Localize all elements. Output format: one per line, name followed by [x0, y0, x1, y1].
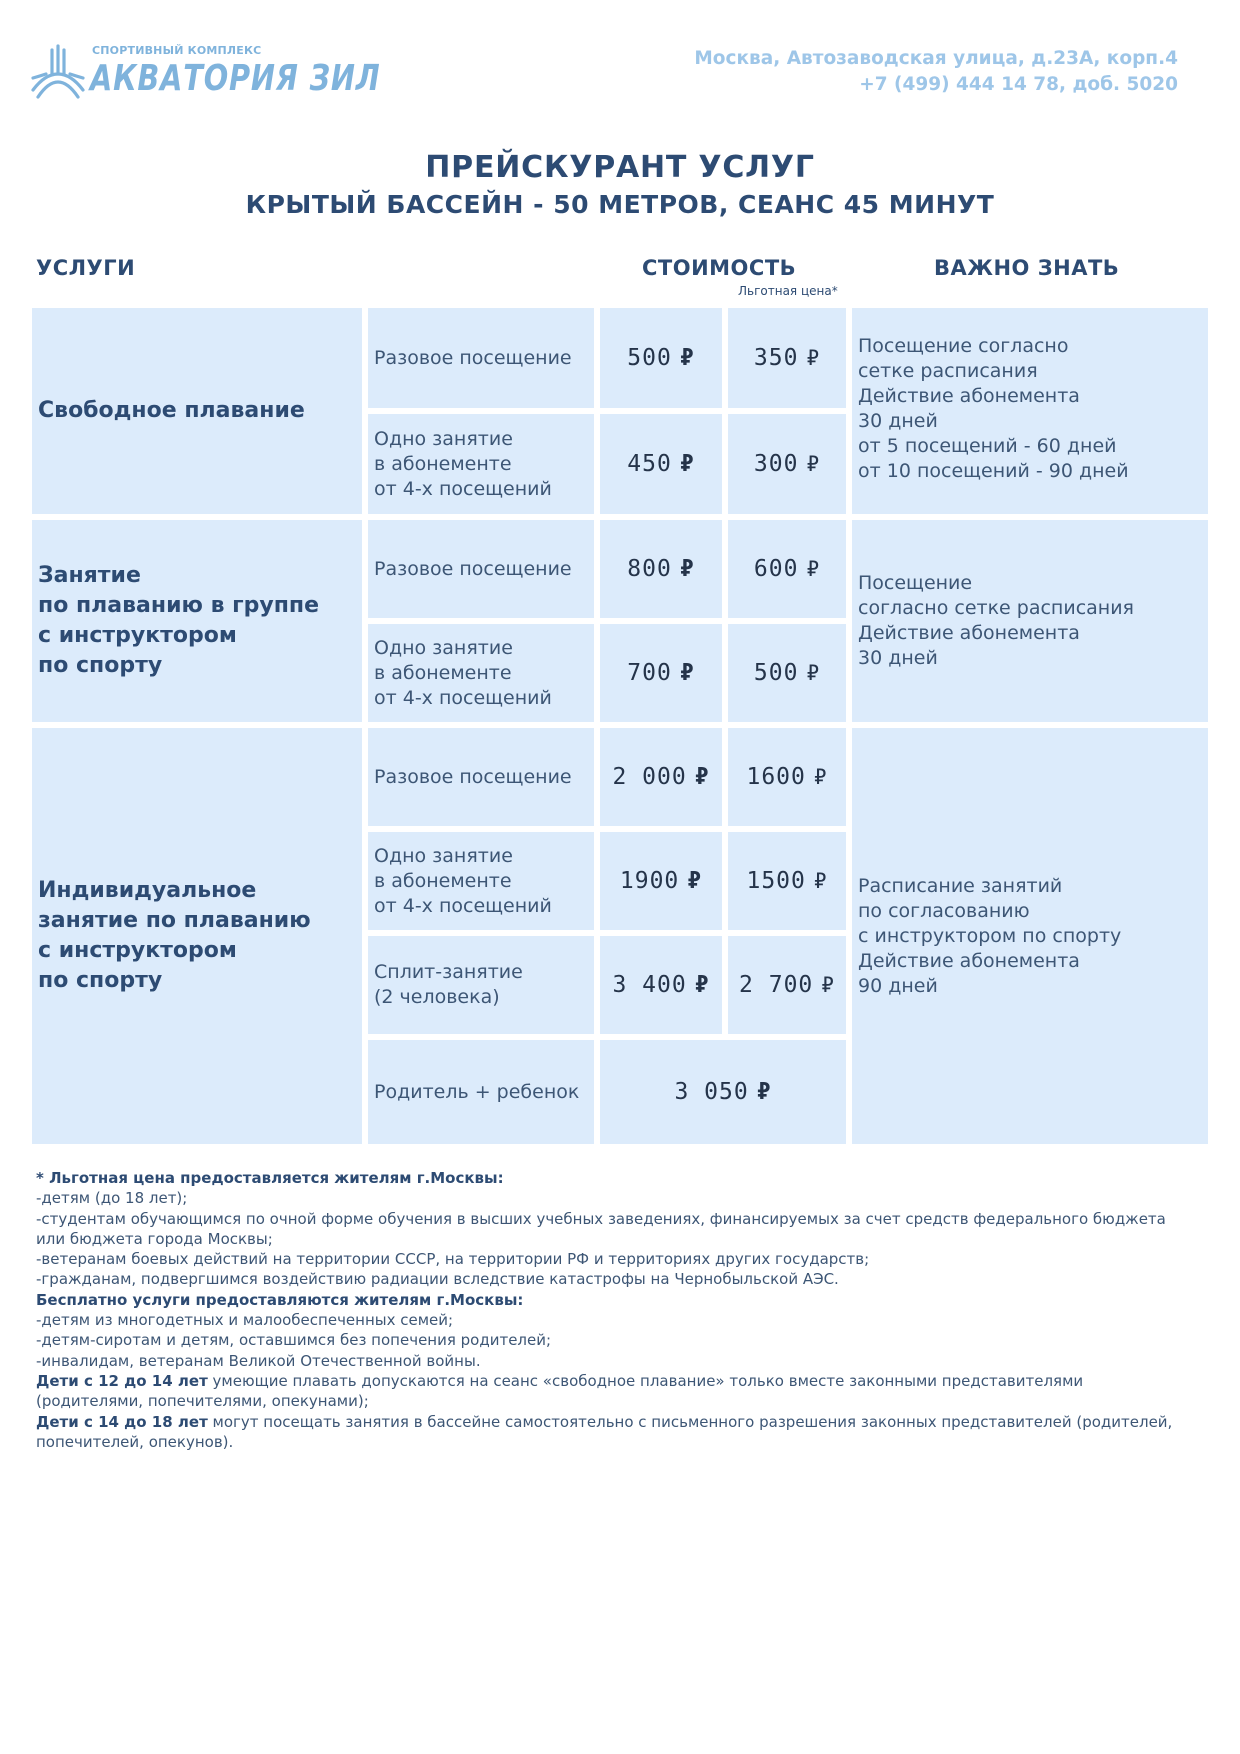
price-value: 450 — [627, 451, 672, 477]
footnote-line: -инвалидам, ветеранам Великой Отечественной войны. — [36, 1351, 481, 1370]
ruble-icon: ₽ — [806, 452, 821, 476]
discount-price-value: 2 700 — [739, 972, 814, 998]
brand-logo — [30, 40, 381, 102]
service-option: Разовое посещение — [368, 308, 594, 408]
discount-price-value: 600 — [753, 556, 799, 582]
discount-conditions-title: * Льготная цена предоставляется жителям г.Москвы: — [36, 1169, 504, 1187]
column-header-cost: СТОИМОСТЬ — [642, 256, 797, 280]
kids-12-14-rule — [36, 1371, 1186, 1412]
price-value: 3 050 — [674, 1079, 749, 1105]
ruble-icon: ₽ — [694, 764, 710, 790]
ruble-icon: ₽ — [687, 868, 703, 894]
discount-price-cell — [728, 728, 846, 826]
address: Москва, Автозаводская улица, д.23А, корп.4 — [694, 48, 1178, 69]
ruble-icon: ₽ — [813, 869, 828, 893]
ruble-icon: ₽ — [694, 972, 710, 998]
page-subtitle: КРЫТЫЙ БАССЕЙН - 50 МЕТРОВ, СЕАНС 45 МИНУТ — [245, 190, 995, 219]
footnote-line: -ветеранам боевых действий на территории СССР, на территории РФ и территориях других государств; — [36, 1250, 870, 1269]
service-name: Индивидуальное занятие по плаванию с инструктором по спорту — [32, 728, 362, 1144]
footnote-line: -детям-сиротам и детям, оставшимся без попечения родителей; — [36, 1331, 552, 1350]
price-cell — [600, 1040, 846, 1144]
page-title: ПРЕЙСКУРАНТ УСЛУГ — [425, 150, 815, 185]
ruble-icon: ₽ — [679, 660, 695, 686]
price-cell — [600, 936, 722, 1034]
discount-price-cell — [728, 624, 846, 722]
price-value: 2 000 — [612, 764, 687, 790]
kids-14-18-text: могут посещать занятия в бассейне самостоятельно с письменного разрешения законных представителей (родителей, попечителей, опекунов). — [36, 1412, 1173, 1451]
discount-price-cell — [728, 308, 846, 408]
price-value: 1900 — [619, 868, 680, 894]
logo-tagline: СПОРТИВНЫЙ КОМПЛЕКС — [92, 44, 262, 57]
price-cell — [600, 308, 722, 408]
price-value: 700 — [627, 660, 672, 686]
footnote-line: -детям (до 18 лет); — [36, 1189, 188, 1208]
price-cell — [600, 624, 722, 722]
price-cell — [600, 520, 722, 618]
column-header-important: ВАЖНО ЗНАТЬ — [934, 256, 1120, 280]
footnote-line: -детям из многодетных и малообеспеченных семей; — [36, 1311, 454, 1330]
waves-logo-icon — [30, 44, 86, 100]
footnote-line: -студентам обучающимся по очной форме обучения в высших учебных заведениях, финансируемых за счет средств федерального бюджета или бюджета города Москвы; — [36, 1209, 1166, 1248]
service-option: Родитель + ребенок — [368, 1040, 594, 1144]
column-header-services: УСЛУГИ — [36, 256, 136, 280]
footnote-line: -гражданам, подвергшимся воздействию радиации вследствие катастрофы на Чернобыльской АЭС. — [36, 1270, 839, 1289]
important-note: Расписание занятий по согласованию с инструктором по спорту Действие абонемента 90 дней — [852, 728, 1208, 1144]
service-option: Разовое посещение — [368, 728, 594, 826]
kids-14-18-label: Дети с 14 до 18 лет — [36, 1412, 208, 1431]
discount-price-cell — [728, 936, 846, 1034]
ruble-icon: ₽ — [679, 451, 695, 477]
service-name: Свободное плавание — [32, 308, 362, 514]
discount-price-value: 1500 — [746, 868, 806, 894]
discount-price-cell — [728, 414, 846, 514]
kids-12-14-label: Дети с 12 до 14 лет — [36, 1371, 208, 1390]
discount-price-value: 300 — [753, 451, 799, 477]
footnotes — [36, 1168, 1186, 1452]
price-cell — [600, 728, 722, 826]
discount-price-value: 1600 — [746, 764, 806, 790]
service-option: Сплит-занятие (2 человека) — [368, 936, 594, 1034]
contacts — [694, 46, 1178, 98]
ruble-icon: ₽ — [756, 1079, 772, 1105]
discount-price-cell — [728, 832, 846, 930]
service-name: Занятие по плаванию в группе с инструктором по спорту — [32, 520, 362, 722]
discount-price-value: 500 — [753, 660, 799, 686]
kids-12-14-text: умеющие плавать допускаются на сеанс «свободное плавание» только вместе законными представителями (родителями, попечителями, опекунами); — [36, 1371, 1084, 1411]
ruble-icon: ₽ — [679, 345, 695, 371]
important-note: Посещение согласно сетке расписания Действие абонемента 30 дней — [852, 520, 1208, 722]
price-value: 500 — [627, 345, 672, 371]
service-option: Одно занятие в абонементе от 4-х посещений — [368, 624, 594, 722]
service-option: Разовое посещение — [368, 520, 594, 618]
column-header-discount: Льготная цена* — [738, 284, 838, 298]
kids-14-18-rule — [36, 1412, 1186, 1453]
ruble-icon: ₽ — [679, 556, 695, 582]
ruble-icon: ₽ — [806, 661, 821, 685]
service-option: Одно занятие в абонементе от 4-х посещений — [368, 414, 594, 514]
ruble-icon: ₽ — [821, 973, 835, 997]
ruble-icon: ₽ — [806, 346, 821, 370]
discount-price-cell — [728, 520, 846, 618]
discount-price-value: 350 — [753, 345, 799, 371]
phone: +7 (499) 444 14 78, доб. 5020 — [859, 74, 1178, 95]
service-option: Одно занятие в абонементе от 4-х посещений — [368, 832, 594, 930]
price-cell — [600, 414, 722, 514]
logo-name: АКВАТОРИЯ ЗИЛ — [90, 58, 381, 99]
price-value: 3 400 — [612, 972, 687, 998]
ruble-icon: ₽ — [806, 557, 821, 581]
price-cell — [600, 832, 722, 930]
ruble-icon: ₽ — [813, 765, 828, 789]
price-value: 800 — [627, 556, 672, 582]
free-conditions-title: Бесплатно услуги предоставляются жителям г.Москвы: — [36, 1290, 524, 1309]
important-note: Посещение согласно сетке расписания Действие абонемента 30 дней от 5 посещений - 60 дней от 10 посещений - 90 дней — [852, 308, 1208, 514]
